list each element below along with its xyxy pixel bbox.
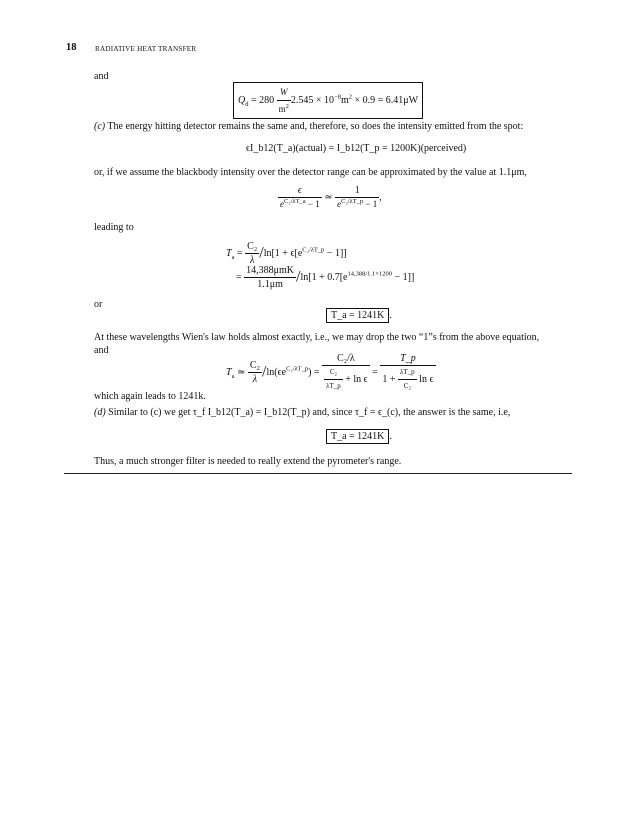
paragraph-blackbody: or, if we assume the blackbody intensity over the detector range can be approximated by the value at 1.1μm, xyxy=(94,167,527,178)
boxed-result-2: T_a = 1241K . xyxy=(326,430,392,443)
equation-wien: $T_a$ ≃ $\frac{\text{C₂}}{\lambda}$ $/\ln(\epsilon e^{C_2/\lambda T\_p})$ = C₂/λ $\frac{\text{C₂}}{\lambda T\_p}$ + ln ϵ = T_p 1 + $\frac{\lambda T\_p}{\text{C₂}}$ ln ϵ xyxy=(226,353,434,390)
paragraph-leading-to: leading to xyxy=(94,222,134,233)
paragraph-again: which again leads to 1241k. xyxy=(94,391,206,402)
page-number: 18 xyxy=(66,42,77,53)
paragraph-and: and xyxy=(94,71,109,82)
paragraph-c: (c) The energy hitting detector remains the same and, therefore, so does the intensity emitted from the spot: xyxy=(94,121,524,132)
paragraph-d: (d) Similar to (c) we get τ_f I_b12(T_a) = I_b12(T_p) and, since τ_f = ϵ_(c), the answer is the same, i.e, xyxy=(94,407,511,418)
paragraph-thus: Thus, a much stronger filter is needed to really extend the pyrometer's range. xyxy=(94,456,402,467)
paragraph-wien-and: and xyxy=(94,345,109,356)
section-rule xyxy=(64,473,572,474)
paragraph-wien: At these wavelengths Wien's law holds almost exactly, i.e., we may drop the two “1”s from the above equation, xyxy=(94,332,540,343)
equation-approx: $\frac{\epsilon}{e^{C_2/\lambda T\_a} - 1}$ ≃ $\frac{1}{e^{C_2/\lambda T\_p} - 1}$ , xyxy=(280,185,382,209)
equation-ta-line1: $T_a$ = $\frac{\text{C₂}}{\lambda}$ $/\ln[1 + \epsilon[e^{C_2/\lambda T\_p} - 1]]$ xyxy=(226,241,347,266)
boxed-equation-qd: $Q_d = 280$ $\frac{W}{m^2}$ $2.545 \times 10^{-8}m^2 \times 0.9 = 6.41\mu W$ xyxy=(233,82,423,119)
boxed-result-1: T_a = 1241K . xyxy=(326,309,392,322)
equation-ta-line2: = $\frac{\text{14,388μmK}}{1.1\mu m}$ $/\ln[1 + 0.7[e^{14,388/1.1\times 1200} - 1]]$ xyxy=(236,265,415,290)
equation-equal-intensity: ϵI_b12(T_a)(actual) = I_b12(T_p = 1200K)(perceived) xyxy=(246,143,467,154)
paragraph-or: or xyxy=(94,299,103,310)
running-title: RADIATIVE HEAT TRANSFER xyxy=(95,45,197,53)
